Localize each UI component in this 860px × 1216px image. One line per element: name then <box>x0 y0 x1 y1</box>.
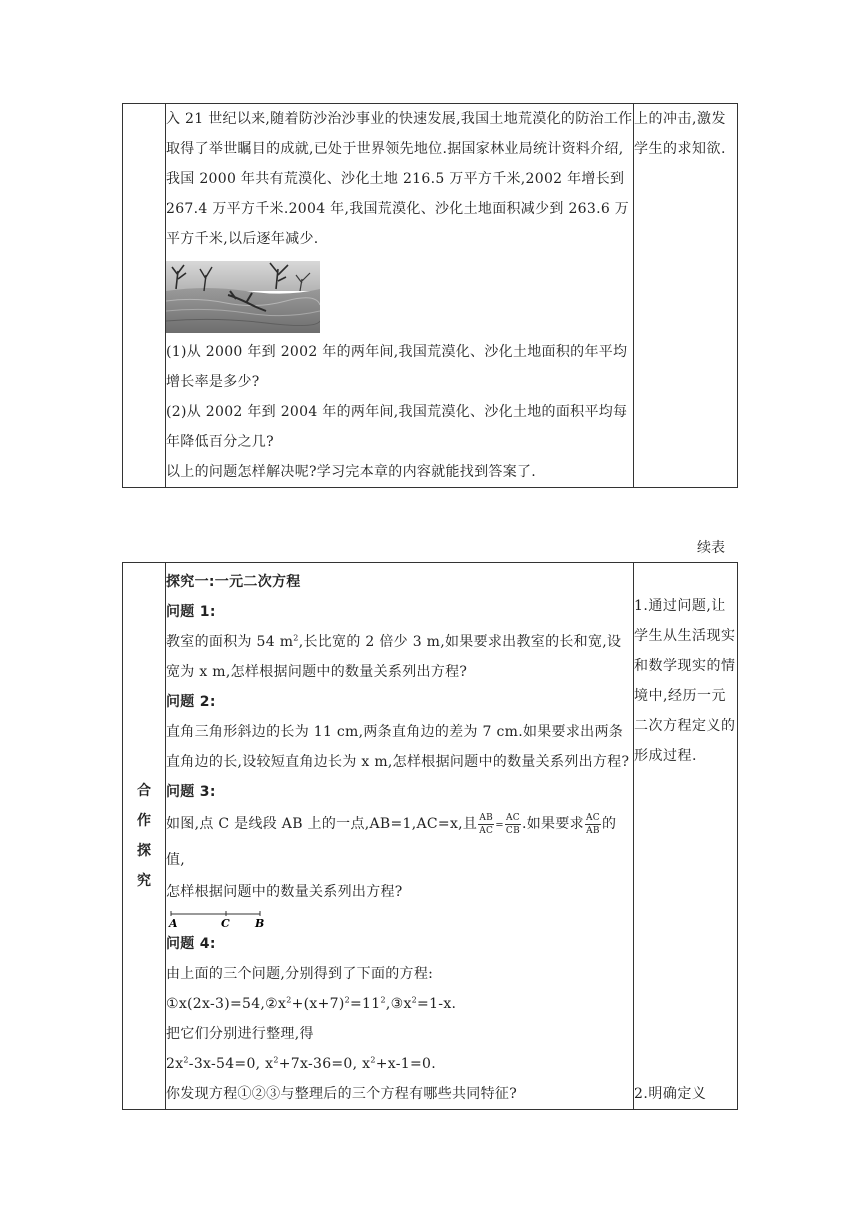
intro-paragraph: 入 21 世纪以来,随着防沙治沙事业的快速发展,我国土地荒漠化的防治工作取得了举世瞩目的成就,已处于世界领先地位.据国家林业局统计资料介绍,我国 2000 年共有荒漠化、沙化土地 216.5 万平方千米,2002 年增长到 267.4 万平方千米.2004 年,我国荒漠化、沙化土地面积减少到 263.6 万平方千米,以后逐年减少. <box>166 111 633 247</box>
side-note-cell <box>634 563 738 1110</box>
problem-1-text: 教室的面积为 54 $m^2$,长比宽的 2 倍少 3 m,如果要求出教室的长和宽,设宽为 x m,怎样根据问题中的数量关系列出方程? <box>166 633 622 680</box>
point-label-c: C <box>221 917 231 929</box>
section-char: 合 <box>137 783 151 799</box>
fraction-ac-cb: $\frac{AC}{CB}$ <box>505 812 520 836</box>
equations-original: $①x(2x-3)=54,②x^2+(x+7)^2=11^2,③x^2=1-x$. <box>166 995 457 1012</box>
lesson-table-bottom <box>122 562 738 1110</box>
problem-3-question: 怎样根据问题中的数量关系列出方程? <box>166 884 403 900</box>
continued-label: 续表 <box>697 540 725 556</box>
side-note-2: 2.明确定义 <box>634 1086 707 1102</box>
fraction-ac-ab: $\frac{AC}{AB}$ <box>585 812 600 836</box>
closing-text: 以上的问题怎样解决呢?学习完本章的内容就能找到答案了. <box>166 464 537 480</box>
problem-4-title: 问题 4: <box>166 936 216 952</box>
problem-4-step: 把它们分别进行整理,得 <box>166 1026 314 1042</box>
section-cell-empty <box>123 104 166 488</box>
desert-photo <box>166 261 320 333</box>
problem-2-title: 问题 2: <box>166 694 216 710</box>
section-char: 作 <box>137 813 151 829</box>
fraction-ab-ac: $\frac{AB}{AC}$ <box>479 812 494 836</box>
section-char: 探 <box>137 843 151 859</box>
section-char: 究 <box>137 873 151 889</box>
point-label-a: A <box>169 917 178 929</box>
side-note-1: 1.通过问题,让学生从生活现实和数学现实的情境中,经历一元二次方程定义的形成过程. <box>634 598 736 764</box>
problem-1-title: 问题 1: <box>166 604 216 620</box>
problem-3-title: 问题 3: <box>166 784 216 800</box>
content-cell <box>166 563 634 1110</box>
problem-4-question: 你发现方程①②③与整理后的三个方程有哪些共同特征? <box>166 1086 518 1102</box>
question-2: (2)从 2002 年到 2004 年的两年间,我国荒漠化、沙化土地的面积平均每年降低百分之几? <box>166 404 628 450</box>
problem-4-intro: 由上面的三个问题,分别得到了下面的方程: <box>166 966 434 982</box>
equations-standard: $2x^2-3x-54=0$, $x^2+7x-36=0$, $x^2+x-1=0$. <box>166 1055 436 1072</box>
problem-3-text: 如图,点 C 是线段 AB 上的一点,AB=1,AC=x,且 $\frac{AB}{AC}$ = $\frac{AC}{CB}$ .如果要求 $\frac{AC}{AB}$ 的值, <box>166 812 617 868</box>
section-label-cell <box>123 563 166 1110</box>
side-note-cell <box>634 104 738 488</box>
content-cell <box>166 104 634 488</box>
problem-2-text: 直角三角形斜边的长为 11 cm,两条直角边的差为 7 cm.如果要求出两条直角边的长,设较短直角边长为 x m,怎样根据问题中的数量关系列出方程? <box>166 724 630 770</box>
lesson-table-top <box>122 103 738 488</box>
point-label-b: B <box>255 917 265 929</box>
question-1: (1)从 2000 年到 2002 年的两年间,我国荒漠化、沙化土地面积的年平均增长率是多少? <box>166 344 628 390</box>
section-heading: 探究一:一元二次方程 <box>166 574 301 590</box>
side-note: 上的冲击,激发学生的求知欲. <box>634 111 726 157</box>
segment-diagram <box>168 909 268 929</box>
